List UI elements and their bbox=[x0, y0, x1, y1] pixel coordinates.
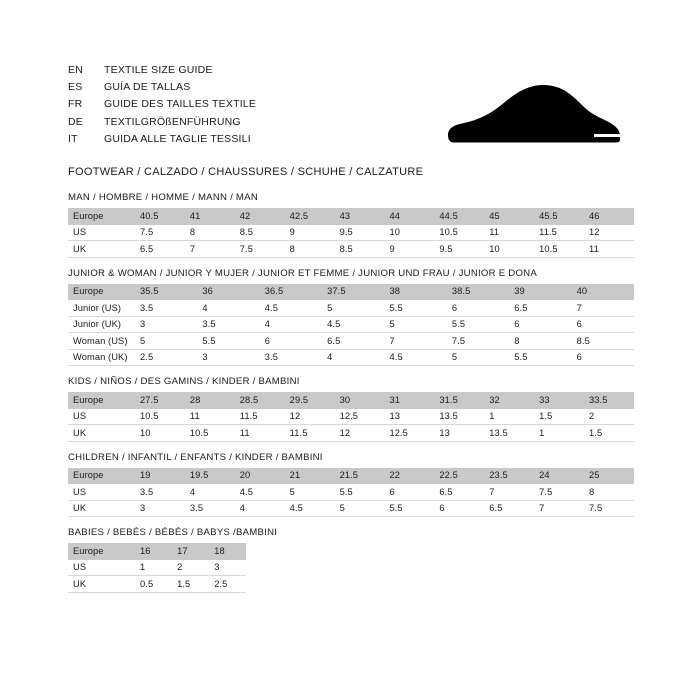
table-cell: 7 bbox=[534, 500, 584, 517]
table-cell: 4.5 bbox=[260, 300, 322, 317]
table-cell: 2 bbox=[584, 408, 634, 425]
table-cell: 7 bbox=[185, 241, 235, 258]
size-category-block bbox=[68, 527, 634, 593]
table-cell: 44.5 bbox=[434, 208, 484, 224]
table-cell: 9.5 bbox=[335, 224, 385, 241]
table-cell: 42 bbox=[235, 208, 285, 224]
table-cell: 1.5 bbox=[172, 576, 209, 593]
table-row bbox=[68, 333, 634, 350]
row-label: US bbox=[68, 559, 135, 576]
table-cell: 45 bbox=[484, 208, 534, 224]
table-row bbox=[68, 316, 634, 333]
table-cell: 4.5 bbox=[322, 316, 384, 333]
table-cell: 3 bbox=[135, 316, 197, 333]
table-cell: 6.5 bbox=[322, 333, 384, 350]
table-cell: 29.5 bbox=[285, 392, 335, 408]
table-cell: 13 bbox=[384, 408, 434, 425]
table-cell: 5.5 bbox=[384, 500, 434, 517]
table-cell: 3.5 bbox=[135, 484, 185, 501]
table-cell: 17 bbox=[172, 543, 209, 559]
size-table bbox=[68, 543, 246, 593]
row-label: US bbox=[68, 224, 135, 241]
table-cell: 20 bbox=[235, 468, 285, 484]
table-cell: 40.5 bbox=[135, 208, 185, 224]
table-cell: 6.5 bbox=[509, 300, 571, 317]
table-cell: 9 bbox=[285, 224, 335, 241]
table-cell: 31 bbox=[384, 392, 434, 408]
table-cell: 10.5 bbox=[534, 241, 584, 258]
table-cell: 13 bbox=[434, 425, 484, 442]
table-cell: 45.5 bbox=[534, 208, 584, 224]
table-cell: 1 bbox=[135, 559, 172, 576]
table-cell: 8 bbox=[185, 224, 235, 241]
table-cell: 19.5 bbox=[185, 468, 235, 484]
table-cell: 4.5 bbox=[385, 349, 447, 366]
table-cell: 9.5 bbox=[434, 241, 484, 258]
table-row bbox=[68, 468, 634, 484]
row-label: Junior (US) bbox=[68, 300, 135, 317]
table-cell: 31.5 bbox=[434, 392, 484, 408]
row-label: Europe bbox=[68, 208, 135, 224]
table-cell: 22.5 bbox=[434, 468, 484, 484]
table-cell: 5.5 bbox=[197, 333, 259, 350]
table-cell: 46 bbox=[584, 208, 634, 224]
table-cell: 32 bbox=[484, 392, 534, 408]
table-cell: 21.5 bbox=[335, 468, 385, 484]
table-cell: 8.5 bbox=[235, 224, 285, 241]
table-cell: 2.5 bbox=[209, 576, 246, 593]
table-cell: 10.5 bbox=[185, 425, 235, 442]
dress-shoe-icon bbox=[434, 80, 624, 150]
table-cell: 10 bbox=[384, 224, 434, 241]
table-cell: 42.5 bbox=[285, 208, 335, 224]
size-category-block bbox=[68, 192, 634, 258]
table-cell: 1.5 bbox=[584, 425, 634, 442]
table-cell: 4.5 bbox=[285, 500, 335, 517]
table-cell: 5 bbox=[335, 500, 385, 517]
table-cell: 5.5 bbox=[447, 316, 509, 333]
table-cell: 12.5 bbox=[384, 425, 434, 442]
table-cell: 5 bbox=[385, 316, 447, 333]
table-cell: 11.5 bbox=[534, 224, 584, 241]
row-label: Europe bbox=[68, 543, 135, 559]
table-row bbox=[68, 559, 246, 576]
table-cell: 3 bbox=[135, 500, 185, 517]
table-cell: 24 bbox=[534, 468, 584, 484]
size-table bbox=[68, 208, 634, 258]
table-cell: 11 bbox=[484, 224, 534, 241]
table-cell: 27.5 bbox=[135, 392, 185, 408]
table-cell: 44 bbox=[384, 208, 434, 224]
table-cell: 12 bbox=[584, 224, 634, 241]
row-label: UK bbox=[68, 500, 135, 517]
table-row bbox=[68, 425, 634, 442]
row-label: UK bbox=[68, 241, 135, 258]
size-tables-container bbox=[68, 192, 634, 593]
table-row bbox=[68, 500, 634, 517]
table-cell: 37.5 bbox=[322, 284, 384, 300]
table-cell: 2.5 bbox=[135, 349, 197, 366]
table-cell: 3 bbox=[209, 559, 246, 576]
table-cell: 5.5 bbox=[385, 300, 447, 317]
table-cell: 38 bbox=[385, 284, 447, 300]
language-title: GUIDA ALLE TAGLIE TESSILI bbox=[104, 132, 251, 145]
size-table bbox=[68, 392, 634, 442]
table-cell: 7 bbox=[385, 333, 447, 350]
row-label: Woman (US) bbox=[68, 333, 135, 350]
table-row bbox=[68, 241, 634, 258]
row-label: Europe bbox=[68, 392, 135, 408]
row-label: US bbox=[68, 484, 135, 501]
table-cell: 6 bbox=[572, 349, 634, 366]
table-row bbox=[68, 224, 634, 241]
table-row bbox=[68, 349, 634, 366]
size-category-label: BABIES / BEBÉS / BÉBÉS / BABYS /BAMBINI bbox=[68, 527, 278, 538]
row-label: UK bbox=[68, 576, 135, 593]
table-cell: 13.5 bbox=[484, 425, 534, 442]
table-cell: 7.5 bbox=[584, 500, 634, 517]
table-cell: 10.5 bbox=[135, 408, 185, 425]
table-cell: 13.5 bbox=[434, 408, 484, 425]
table-cell: 12 bbox=[335, 425, 385, 442]
table-cell: 39 bbox=[509, 284, 571, 300]
table-cell: 40 bbox=[572, 284, 634, 300]
table-cell: 3 bbox=[197, 349, 259, 366]
table-cell: 7 bbox=[484, 484, 534, 501]
table-cell: 19 bbox=[135, 468, 185, 484]
table-cell: 41 bbox=[185, 208, 235, 224]
table-cell: 11.5 bbox=[285, 425, 335, 442]
table-cell: 6 bbox=[447, 300, 509, 317]
table-cell: 12.5 bbox=[335, 408, 385, 425]
table-row bbox=[68, 408, 634, 425]
row-label: Europe bbox=[68, 284, 135, 300]
table-cell: 3.5 bbox=[185, 500, 235, 517]
table-cell: 4 bbox=[260, 316, 322, 333]
table-cell: 5 bbox=[322, 300, 384, 317]
language-code: FR bbox=[68, 98, 83, 111]
table-cell: 1.5 bbox=[534, 408, 584, 425]
table-cell: 6.5 bbox=[135, 241, 185, 258]
size-category-label: KIDS / NIÑOS / DES GAMINS / KINDER / BAMBINI bbox=[68, 376, 300, 387]
row-label: US bbox=[68, 408, 135, 425]
language-title: GUIDE DES TAILLES TEXTILE bbox=[104, 98, 257, 111]
table-cell: 2 bbox=[172, 559, 209, 576]
table-cell: 8.5 bbox=[572, 333, 634, 350]
table-cell: 11 bbox=[584, 241, 634, 258]
table-cell: 4.5 bbox=[235, 484, 285, 501]
table-cell: 6.5 bbox=[484, 500, 534, 517]
language-code: ES bbox=[68, 81, 83, 94]
language-title: GUÍA DE TALLAS bbox=[104, 81, 191, 94]
table-cell: 5.5 bbox=[335, 484, 385, 501]
table-cell: 4 bbox=[235, 500, 285, 517]
language-code: EN bbox=[68, 64, 83, 76]
table-cell: 6.5 bbox=[434, 484, 484, 501]
table-cell: 25 bbox=[584, 468, 634, 484]
size-table bbox=[68, 468, 634, 518]
language-title: TEXTILGRÖßENFÜHRUNG bbox=[104, 115, 241, 128]
table-row bbox=[68, 392, 634, 408]
size-table bbox=[68, 284, 634, 367]
table-cell: 5.5 bbox=[509, 349, 571, 366]
table-cell: 8.5 bbox=[335, 241, 385, 258]
table-cell: 36.5 bbox=[260, 284, 322, 300]
document-header bbox=[68, 62, 634, 154]
size-category-block bbox=[68, 268, 634, 367]
table-cell: 8 bbox=[285, 241, 335, 258]
size-category-label: CHILDREN / INFANTIL / ENFANTS / KINDER / BAMBINI bbox=[68, 451, 323, 463]
row-label: Woman (UK) bbox=[68, 349, 135, 366]
language-row bbox=[68, 62, 634, 79]
table-cell: 21 bbox=[285, 468, 335, 484]
table-cell: 43 bbox=[335, 208, 385, 224]
table-cell: 1 bbox=[534, 425, 584, 442]
size-category-block bbox=[68, 376, 634, 442]
table-cell: 6 bbox=[260, 333, 322, 350]
table-cell: 6 bbox=[434, 500, 484, 517]
table-row bbox=[68, 543, 246, 559]
table-cell: 6 bbox=[384, 484, 434, 501]
table-cell: 4 bbox=[322, 349, 384, 366]
table-cell: 6 bbox=[509, 316, 571, 333]
table-cell: 28.5 bbox=[235, 392, 285, 408]
table-cell: 11 bbox=[185, 408, 235, 425]
table-row bbox=[68, 284, 634, 300]
table-cell: 28 bbox=[185, 392, 235, 408]
table-cell: 5 bbox=[285, 484, 335, 501]
table-cell: 18 bbox=[209, 543, 246, 559]
table-row bbox=[68, 576, 246, 593]
table-cell: 9 bbox=[384, 241, 434, 258]
table-cell: 23.5 bbox=[484, 468, 534, 484]
table-cell: 36 bbox=[197, 284, 259, 300]
table-cell: 5 bbox=[135, 333, 197, 350]
table-cell: 12 bbox=[285, 408, 335, 425]
table-cell: 10 bbox=[135, 425, 185, 442]
table-cell: 33 bbox=[534, 392, 584, 408]
table-cell: 16 bbox=[135, 543, 172, 559]
table-cell: 8 bbox=[509, 333, 571, 350]
table-row bbox=[68, 484, 634, 501]
language-code: DE bbox=[68, 115, 83, 128]
table-cell: 1 bbox=[484, 408, 534, 425]
table-cell: 7.5 bbox=[447, 333, 509, 350]
table-cell: 10 bbox=[484, 241, 534, 258]
table-cell: 35.5 bbox=[135, 284, 197, 300]
table-cell: 33.5 bbox=[584, 392, 634, 408]
table-cell: 5 bbox=[447, 349, 509, 366]
row-label: Junior (UK) bbox=[68, 316, 135, 333]
size-category-label: JUNIOR & WOMAN / JUNIOR Y MUJER / JUNIOR ET FEMME / JUNIOR UND FRAU / JUNIOR E DONA bbox=[68, 267, 538, 279]
table-cell: 38.5 bbox=[447, 284, 509, 300]
table-cell: 30 bbox=[335, 392, 385, 408]
table-cell: 7 bbox=[572, 300, 634, 317]
table-cell: 7.5 bbox=[135, 224, 185, 241]
table-cell: 4 bbox=[197, 300, 259, 317]
table-cell: 3.5 bbox=[197, 316, 259, 333]
row-label: UK bbox=[68, 425, 135, 442]
table-row bbox=[68, 208, 634, 224]
table-cell: 22 bbox=[384, 468, 434, 484]
table-cell: 3.5 bbox=[135, 300, 197, 317]
table-cell: 10.5 bbox=[434, 224, 484, 241]
table-cell: 4 bbox=[185, 484, 235, 501]
table-cell: 11.5 bbox=[235, 408, 285, 425]
language-title: TEXTILE SIZE GUIDE bbox=[104, 64, 213, 76]
table-cell: 8 bbox=[584, 484, 634, 501]
table-cell: 7.5 bbox=[235, 241, 285, 258]
table-cell: 0.5 bbox=[135, 576, 172, 593]
size-category-block bbox=[68, 452, 634, 518]
table-row bbox=[68, 300, 634, 317]
table-cell: 3.5 bbox=[260, 349, 322, 366]
size-category-label: MAN / HOMBRE / HOMME / MANN / MAN bbox=[68, 192, 259, 203]
language-code: IT bbox=[68, 132, 78, 145]
row-label: Europe bbox=[68, 468, 135, 484]
table-cell: 6 bbox=[572, 316, 634, 333]
page-title: FOOTWEAR / CALZADO / CHAUSSURES / SCHUHE / CALZATURE bbox=[68, 166, 424, 178]
table-cell: 11 bbox=[235, 425, 285, 442]
table-cell: 7.5 bbox=[534, 484, 584, 501]
